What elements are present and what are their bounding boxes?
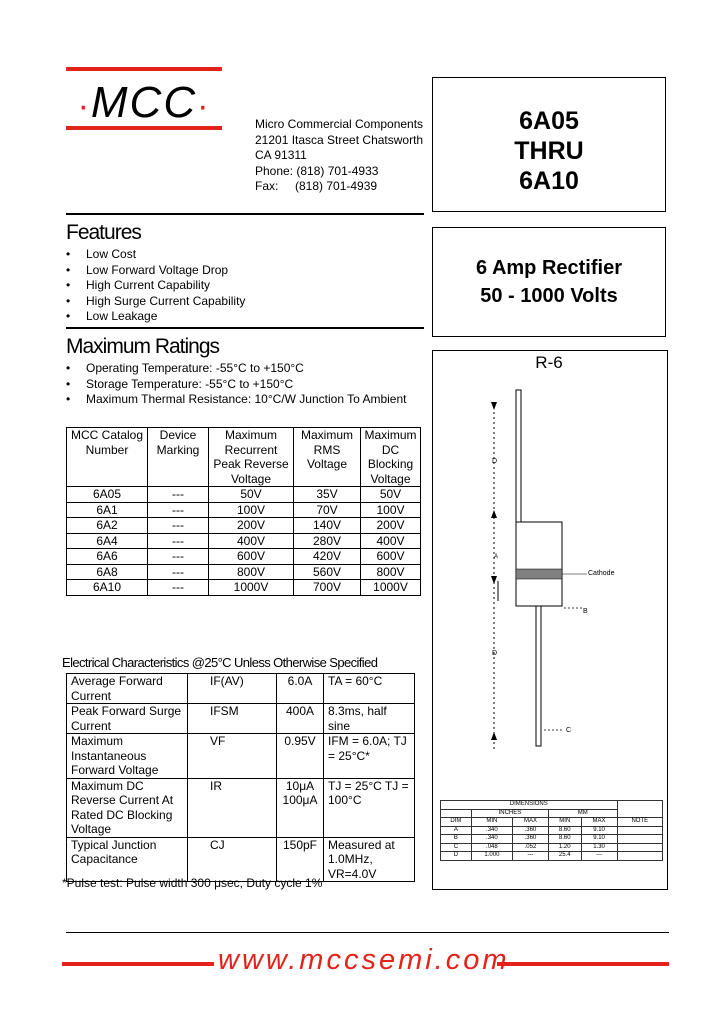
- table-cell: ---: [148, 580, 209, 596]
- dim-cell: .048: [471, 843, 512, 852]
- table-cell: 70V: [294, 502, 361, 518]
- table-cell: 50V: [209, 487, 294, 503]
- label-c: C: [566, 727, 572, 734]
- ec-sym: IF(AV): [188, 674, 277, 704]
- diode-body: [516, 522, 562, 606]
- ec-param: Maximum DC Reverse Current At Rated DC Blocking Voltage: [67, 778, 188, 837]
- label-a: A: [494, 554, 499, 560]
- table-header-row: [67, 428, 421, 487]
- dim-cell: 8.60: [548, 826, 581, 835]
- description-line: 50 - 1000 Volts: [480, 285, 618, 307]
- dim-cell: ---: [581, 852, 617, 861]
- feature-item: • Low Forward Voltage Drop: [64, 263, 245, 279]
- table-cell: ---: [148, 549, 209, 565]
- electrical-table: [66, 673, 415, 882]
- ec-sym: IFSM: [188, 704, 277, 734]
- table-cell: 600V: [361, 549, 421, 565]
- rating-item: • Operating Temperature: -55°C to +150°C: [64, 361, 406, 377]
- footer-line: [66, 932, 669, 933]
- cathode-band: [516, 569, 562, 579]
- table-cell: 400V: [361, 533, 421, 549]
- table-cell: 200V: [209, 518, 294, 534]
- table-header: MCC Catalog Number: [67, 428, 148, 487]
- dim-cell: .360: [512, 826, 548, 835]
- dim-cell: [617, 843, 662, 852]
- table-cell: 800V: [209, 564, 294, 580]
- part-line: THRU: [514, 137, 584, 165]
- part-number-box: [432, 77, 666, 212]
- ec-cond: 8.3ms, half sine: [324, 704, 415, 734]
- dim-cell: 25.4: [548, 852, 581, 861]
- label-cathode: Cathode: [588, 570, 615, 577]
- ec-val: 10μA 100μA: [277, 778, 324, 837]
- features-title: Features: [66, 221, 141, 244]
- table-cell: 6A05: [67, 487, 148, 503]
- ec-param: Average Forward Current: [67, 674, 188, 704]
- divider: [66, 213, 424, 215]
- ec-val: 150pF: [277, 837, 324, 882]
- table-row: [67, 704, 415, 734]
- dim-cell: .340: [471, 826, 512, 835]
- dim-cell: [617, 835, 662, 844]
- table-cell: 100V: [361, 502, 421, 518]
- table-cell: ---: [148, 487, 209, 503]
- rating-item: • Storage Temperature: -55°C to +150°C: [64, 377, 406, 393]
- dim-cell: [617, 826, 662, 835]
- dim-title: DIMENSIONS: [441, 801, 618, 810]
- dim-cell: 1.20: [548, 843, 581, 852]
- logo-text: MCC: [90, 78, 198, 127]
- ec-val: 6.0A: [277, 674, 324, 704]
- table-cell: 1000V: [361, 580, 421, 596]
- package-name: R-6: [535, 353, 563, 372]
- package-drawing: [432, 350, 666, 790]
- dim-cell: [617, 852, 662, 861]
- description-line: 6 Amp Rectifier: [476, 257, 622, 279]
- address-line: Fax: (818) 701-4939: [255, 179, 378, 193]
- dim-header-row: [441, 818, 663, 827]
- table-cell: 50V: [361, 487, 421, 503]
- dim-row: [441, 835, 663, 844]
- part-line: 6A05: [519, 107, 579, 135]
- website-url[interactable]: www.mccsemi.com: [218, 944, 510, 976]
- lead-top: [516, 390, 521, 522]
- ec-sym: VF: [188, 734, 277, 779]
- rating-item: • Maximum Thermal Resistance: 10°C/W Junction To Ambient: [64, 392, 406, 408]
- table-cell: 6A4: [67, 533, 148, 549]
- lead-bottom: [536, 606, 541, 746]
- footer-bar-left: [62, 962, 214, 966]
- table-row: [67, 502, 421, 518]
- label-d-bottom: D: [492, 650, 498, 657]
- feature-item: • High Current Capability: [64, 278, 245, 294]
- dim-cell: A: [441, 826, 472, 835]
- feature-item: • High Surge Current Capability: [64, 294, 245, 310]
- feature-item: • Low Cost: [64, 247, 245, 263]
- table-row: [67, 549, 421, 565]
- address-line: Micro Commercial Components: [255, 117, 424, 131]
- dim-title-row: [441, 801, 663, 810]
- maximum-ratings-table: [66, 427, 421, 596]
- dim-cell: ---: [512, 852, 548, 861]
- footer-bar-right: [497, 962, 669, 966]
- table-header: Maximum RMS Voltage: [294, 428, 361, 487]
- dimensions-table: [440, 800, 663, 861]
- table-row: [67, 518, 421, 534]
- ec-cond: TJ = 25°C TJ = 100°C: [324, 778, 415, 837]
- dim-header: MAX: [581, 818, 617, 827]
- dim-header: DIM: [441, 818, 472, 827]
- dim-cell: 8.60: [548, 835, 581, 844]
- ec-val: 400A: [277, 704, 324, 734]
- pulse-note: *Pulse test: Pulse width 300 μsec, Duty cycle 1%: [62, 876, 323, 890]
- dim-cell: B: [441, 835, 472, 844]
- dim-header: MAX: [512, 818, 548, 827]
- table-cell: ---: [148, 533, 209, 549]
- feature-item: • Low Leakage: [64, 309, 245, 325]
- label-d-top: D: [492, 458, 498, 465]
- ec-val: 0.95V: [277, 734, 324, 779]
- dim-cell: 1.30: [581, 843, 617, 852]
- ec-param: Typical Junction Capacitance: [67, 837, 188, 882]
- dim-cell: 1.000: [471, 852, 512, 861]
- features-list: [64, 247, 245, 325]
- ec-cond: Measured at 1.0MHz, VR=4.0V: [324, 837, 415, 882]
- dim-cell: D: [441, 852, 472, 861]
- dim-cell: 9.10: [581, 826, 617, 835]
- table-cell: 6A8: [67, 564, 148, 580]
- table-cell: 800V: [361, 564, 421, 580]
- address-line: Phone: (818) 701-4933: [255, 163, 379, 178]
- table-cell: 400V: [209, 533, 294, 549]
- table-row: [67, 778, 415, 837]
- dim-cell: .052: [512, 843, 548, 852]
- table-cell: ---: [148, 564, 209, 580]
- ec-cond: TA = 60°C: [324, 674, 415, 704]
- ratings-title: Maximum Ratings: [66, 335, 220, 358]
- part-line: 6A10: [519, 167, 579, 195]
- dim-header: MIN: [471, 818, 512, 827]
- dim-row: [441, 826, 663, 835]
- dim-group-inches: INCHES: [471, 809, 548, 818]
- table-cell: 600V: [209, 549, 294, 565]
- dim-group-mm: MM: [548, 809, 617, 818]
- company-address: [255, 117, 423, 195]
- ec-sym: CJ: [188, 837, 277, 882]
- table-cell: 140V: [294, 518, 361, 534]
- table-cell: 700V: [294, 580, 361, 596]
- table-row: [67, 533, 421, 549]
- logo-top-bar: [66, 67, 222, 71]
- dim-row: [441, 843, 663, 852]
- mcc-logo: ·MCC·: [77, 78, 211, 127]
- table-row: [67, 564, 421, 580]
- table-cell: 6A6: [67, 549, 148, 565]
- dim-cell: C: [441, 843, 472, 852]
- ec-sym: IR: [188, 778, 277, 837]
- ec-param: Peak Forward Surge Current: [67, 704, 188, 734]
- table-cell: 100V: [209, 502, 294, 518]
- ec-cond: IFM = 6.0A; TJ = 25°C*: [324, 734, 415, 779]
- table-cell: ---: [148, 502, 209, 518]
- label-b: B: [583, 608, 588, 615]
- table-cell: 200V: [361, 518, 421, 534]
- dim-row: [441, 852, 663, 861]
- dim-cell: 9.10: [581, 835, 617, 844]
- table-header: Maximum Recurrent Peak Reverse Voltage: [209, 428, 294, 487]
- description-box: [432, 227, 666, 337]
- dim-header: MIN: [548, 818, 581, 827]
- divider: [66, 327, 424, 329]
- address-line: 21201 Itasca Street Chatsworth: [255, 132, 424, 147]
- table-row: [67, 837, 415, 882]
- table-cell: ---: [148, 518, 209, 534]
- table-cell: 35V: [294, 487, 361, 503]
- ratings-list: [64, 361, 406, 408]
- table-row: [67, 734, 415, 779]
- address-line: CA 91311: [255, 148, 307, 162]
- table-row: [67, 580, 421, 596]
- table-cell: 560V: [294, 564, 361, 580]
- electrical-title: Electrical Characteristics @25°C Unless Otherwise Specified: [62, 655, 378, 670]
- table-cell: 6A1: [67, 502, 148, 518]
- table-cell: 1000V: [209, 580, 294, 596]
- table-cell: 420V: [294, 549, 361, 565]
- dim-cell: .340: [471, 835, 512, 844]
- table-cell: 280V: [294, 533, 361, 549]
- ec-param: Maximum Instantaneous Forward Voltage: [67, 734, 188, 779]
- table-row: [67, 487, 421, 503]
- table-row: [67, 674, 415, 704]
- dim-header: NOTE: [617, 818, 662, 827]
- table-header: Maximum DC Blocking Voltage: [361, 428, 421, 487]
- table-cell: 6A10: [67, 580, 148, 596]
- dim-cell: .360: [512, 835, 548, 844]
- table-header: Device Marking: [148, 428, 209, 487]
- table-cell: 6A2: [67, 518, 148, 534]
